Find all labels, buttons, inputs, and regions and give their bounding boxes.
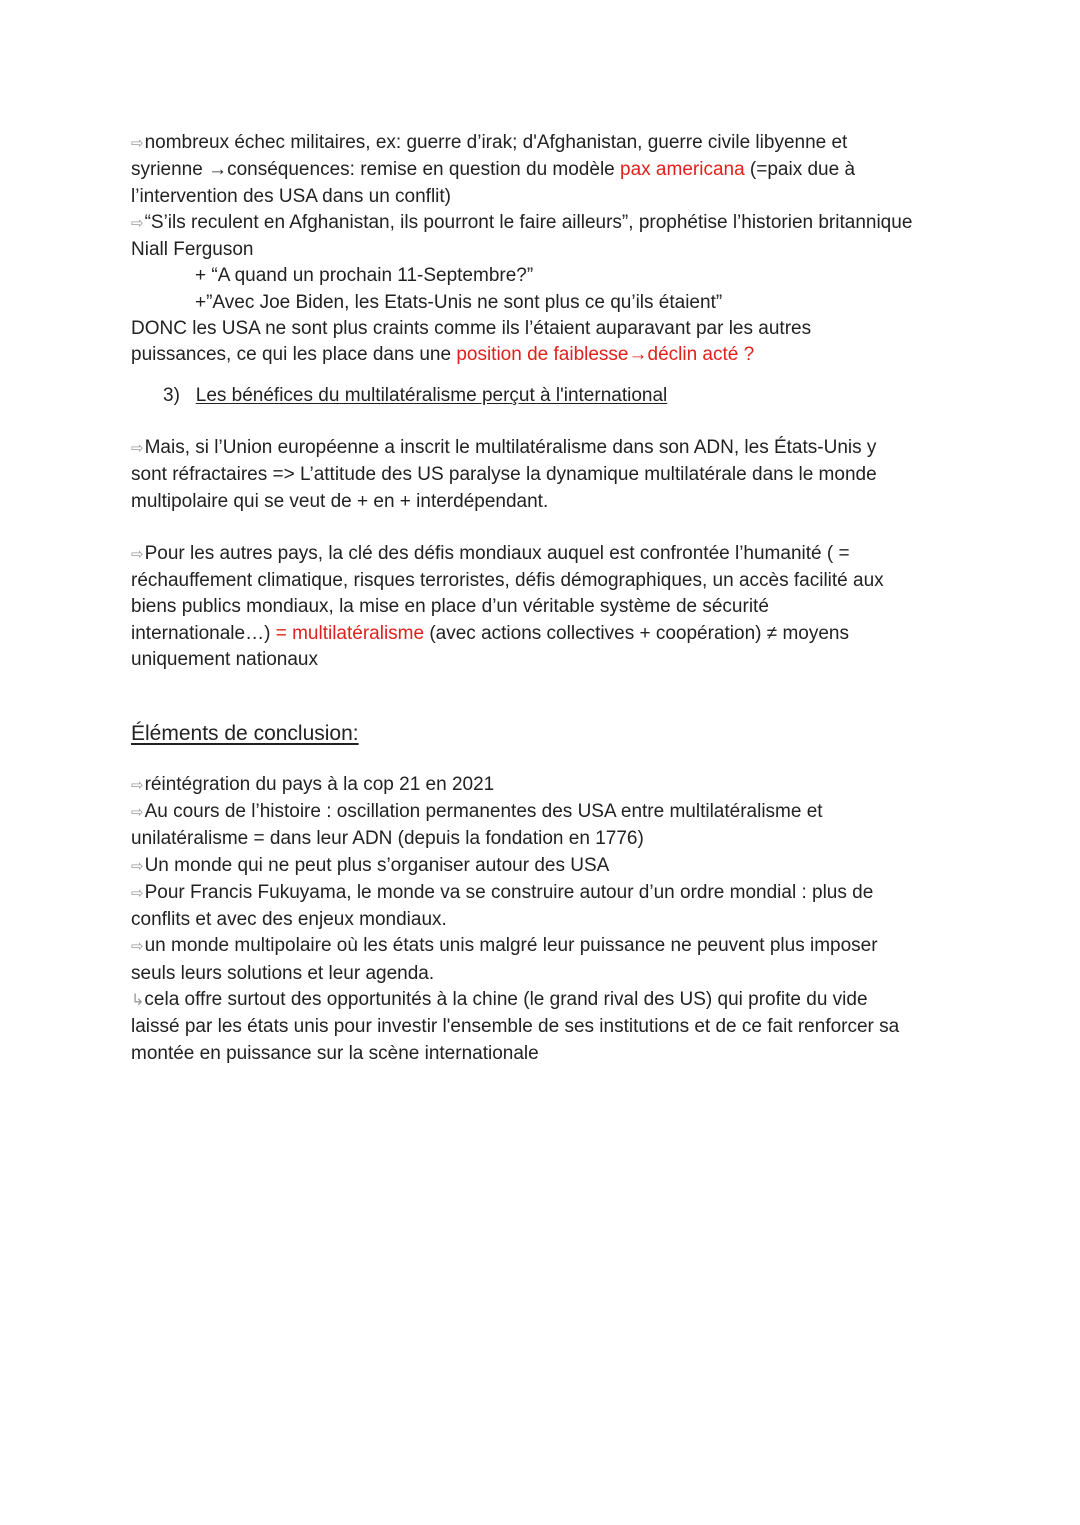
list-item: ⇨Pour Francis Fukuyama, le monde va se construire autour d’un ordre mondial : plus de xyxy=(131,881,874,903)
hook-arrow-icon: ↳ xyxy=(131,992,145,1010)
section-title: Les bénéfices du multilatéralisme perçut à l'international xyxy=(195,384,668,406)
text-line: montée en puissance sur la scène internationale xyxy=(131,1042,539,1064)
text-line: syrienne →conséquences: remise en question du modèle pax americana (=paix due à xyxy=(131,159,856,181)
arrow-right-outline-icon: ⇨ xyxy=(131,776,144,794)
spacer xyxy=(131,515,961,541)
text-line: réchauffement climatique, risques terroristes, défis démographiques, un accès facilité aux xyxy=(131,570,884,592)
text-line: ⇨Pour les autres pays, la clé des défis mondiaux auquel est confrontée l’humanité ( = xyxy=(131,542,850,564)
arrow-right-outline-icon: ⇨ xyxy=(131,803,144,821)
text-line: seuls leurs solutions et leur agenda. xyxy=(131,962,435,984)
text-line: uniquement nationaux xyxy=(131,649,318,671)
document-page xyxy=(131,130,961,1067)
text-line: internationale…) = multilatéralisme (avec actions collectives + coopération) ≠ moyens xyxy=(131,622,849,644)
list-item: ⇨Un monde qui ne peut plus s’organiser autour des USA xyxy=(131,854,610,876)
text-line: ⇨Mais, si l’Union européenne a inscrit le multilatéralisme dans son ADN, les États-Unis y xyxy=(131,436,877,458)
list-item: ⇨Au cours de l’histoire : oscillation permanentes des USA entre multilatéralisme et xyxy=(131,800,823,822)
text-line: puissances, ce qui les place dans une position de faiblesse→déclin acté ? xyxy=(131,344,755,366)
text-line: conflits et avec des enjeux mondiaux. xyxy=(131,909,447,931)
text-line: l’intervention des USA dans un conflit) xyxy=(131,185,452,207)
text-line: Niall Ferguson xyxy=(131,239,254,261)
arrow-right-outline-icon: ⇨ xyxy=(131,884,144,902)
arrow-right-outline-icon: ⇨ xyxy=(131,545,144,563)
arrow-right-outline-icon: ⇨ xyxy=(131,214,144,232)
text-line: ⇨nombreux échec militaires, ex: guerre d’irak; d'Afghanistan, guerre civile libyenne et xyxy=(131,132,848,153)
conclusion-heading: Éléments de conclusion: xyxy=(131,722,359,746)
list-item: ⇨réintégration du pays à la cop 21 en 2021 xyxy=(131,773,495,795)
text-line: ⇨“S’ils reculent en Afghanistan, ils pourront le faire ailleurs”, prophétise l’historien britannique xyxy=(131,211,913,233)
arrow-right-outline-icon: ⇨ xyxy=(131,938,144,956)
sub-item: + “A quand un prochain 11-Septembre?” xyxy=(195,265,534,287)
arrow-right-outline-icon: ⇨ xyxy=(131,857,144,875)
text-line: unilatéralisme = dans leur ADN (depuis la fondation en 1776) xyxy=(131,828,644,850)
arrow-right-outline-icon: ⇨ xyxy=(131,135,144,152)
text-line: multipolaire qui se veut de + en + interdépendant. xyxy=(131,490,549,512)
highlight-weakness: position de faiblesse→déclin acté ? xyxy=(456,344,755,366)
paragraph-military-failures xyxy=(131,130,961,210)
paragraph-eu-multilateralism xyxy=(131,435,961,515)
text-line: laissé par les états unis pour investir l'ensemble de ses institutions et de ce fait renforcer sa xyxy=(131,1016,900,1038)
conclusion-list xyxy=(131,772,961,1067)
section-heading-3 xyxy=(131,383,961,409)
section-number: 3) xyxy=(163,384,180,406)
highlight-multilateralism: = multilatéralisme xyxy=(275,622,425,644)
list-item: ↳cela offre surtout des opportunités à la chine (le grand rival des US) qui profite du vide xyxy=(131,989,868,1011)
paragraph-global-challenges xyxy=(131,541,961,673)
text-line: biens publics mondiaux, la mise en place d’un véritable système de sécurité xyxy=(131,596,769,618)
highlight-pax-americana: pax americana xyxy=(620,159,745,181)
list-item: ⇨un monde multipolaire où les états unis malgré leur puissance ne peuvent plus imposer xyxy=(131,935,878,957)
text-line: sont réfractaires => L’attitude des US paralyse la dynamique multilatérale dans le monde xyxy=(131,464,877,486)
paragraph-ferguson-quote xyxy=(131,210,961,369)
text-line: DONC les USA ne sont plus craints comme ils l’étaient auparavant par les autres xyxy=(131,318,812,340)
arrow-right-outline-icon: ⇨ xyxy=(131,439,144,457)
sub-item: +”Avec Joe Biden, les Etats-Unis ne sont plus ce qu’ils étaient” xyxy=(195,291,723,313)
